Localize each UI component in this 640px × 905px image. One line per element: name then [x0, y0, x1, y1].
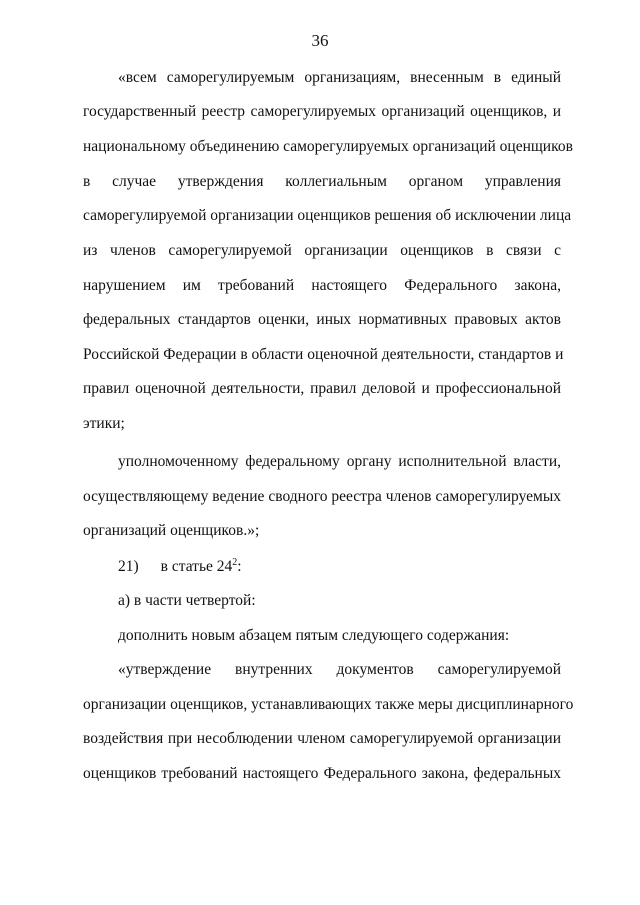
list-item-21 — [118, 557, 242, 577]
text-line-5: саморегулируемой организации оценщиков решения об исключении лица — [83, 207, 572, 224]
page-number: 36 — [311, 31, 329, 50]
text-line-19: организации оценщиков, устанавливающих также меры дисциплинарного — [83, 696, 574, 713]
text-line-4: в случае утверждения коллегиальным органом управления — [83, 173, 561, 190]
text-line-6: из членов саморегулируемой организации оценщиков в связи с — [83, 242, 561, 259]
list-item-number: 21) — [118, 558, 139, 575]
text-line-18: «утверждение внутренних документов саморегулируемой — [118, 661, 561, 678]
text-line-1: «всем саморегулируемым организациям, внесенным в единый — [118, 69, 561, 86]
text-line-7: нарушением им требований настоящего Федерального закона, — [83, 277, 561, 294]
list-item-suffix: : — [237, 558, 242, 575]
text-line-13: осуществляющему ведение сводного реестра членов саморегулируемых — [83, 488, 561, 505]
text-line-3: национальному объединению саморегулируемых организаций оценщиков — [83, 138, 573, 155]
text-line-20: воздействия при несоблюдении членом саморегулируемой организации — [83, 730, 561, 747]
text-line-21: оценщиков требований настоящего Федерального закона, федеральных — [83, 765, 561, 782]
text-line-14: организаций оценщиков.»; — [83, 522, 260, 539]
text-line-9: Российской Федерации в области оценочной деятельности, стандартов и — [83, 346, 564, 363]
list-item-text: в статье 24 — [160, 558, 233, 575]
text-line-10: правил оценочной деятельности, правил деловой и профессиональной — [83, 380, 561, 397]
text-line-8: федеральных стандартов оценки, иных нормативных правовых актов — [83, 311, 561, 328]
text-line-11: этики; — [83, 415, 125, 432]
text-line-12: уполномоченному федеральному органу исполнительной власти, — [118, 453, 561, 470]
text-line-2: государственный реестр саморегулируемых организаций оценщиков, и — [83, 103, 561, 120]
article-superscript: 2 — [232, 557, 238, 568]
text-line-16: а) в части четвертой: — [118, 592, 256, 609]
text-line-17: дополнить новым абзацем пятым следующего содержания: — [118, 627, 510, 644]
